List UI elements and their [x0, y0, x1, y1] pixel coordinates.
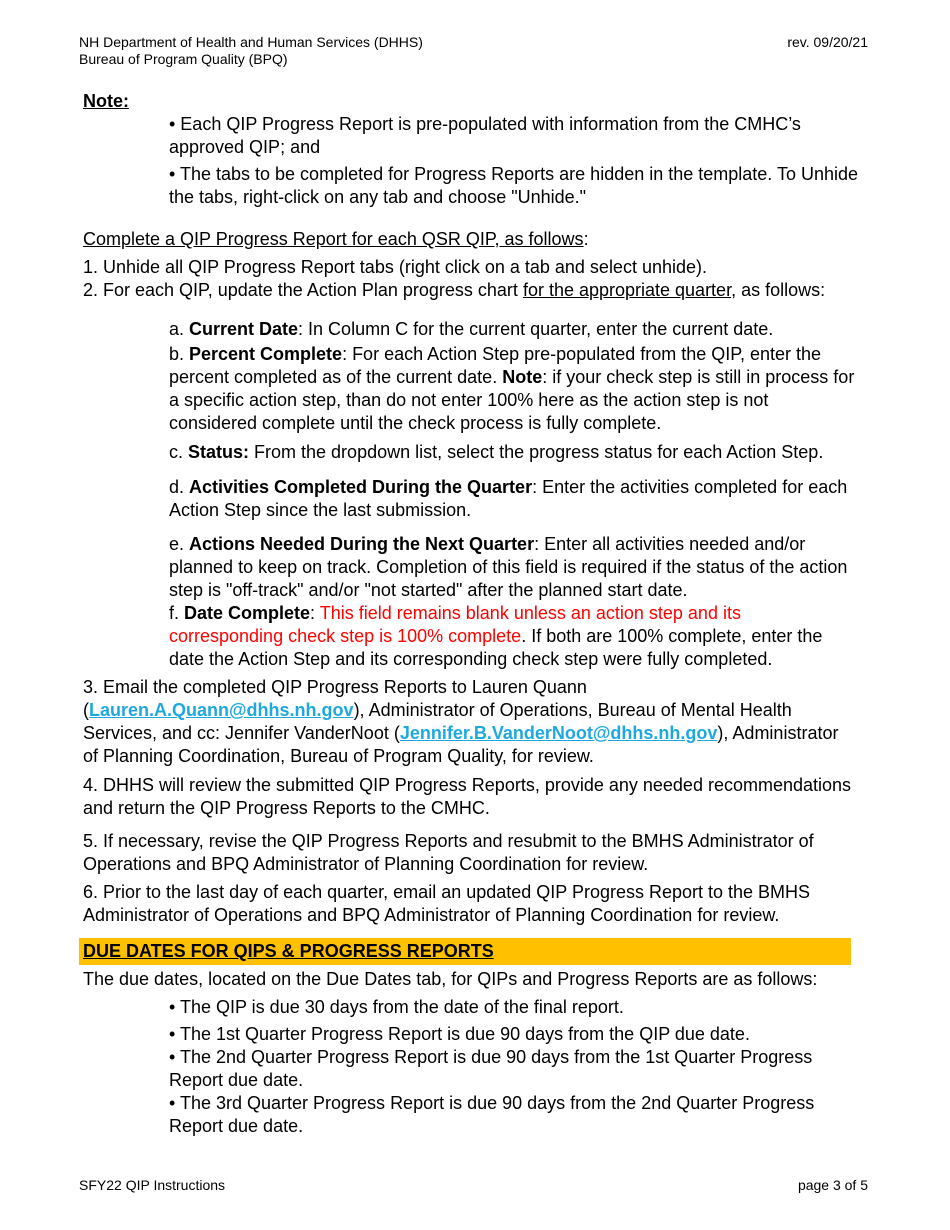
step-3-text3: ), Administrator of Planning Coordination, Bureau of Program Quality, for review.: [83, 723, 839, 766]
step-2-pre: 2. For each QIP, update the Action Plan progress chart: [83, 280, 523, 300]
footer-page-number: page 3 of 5: [797, 1177, 868, 1193]
substep-e: [169, 533, 859, 602]
substep-c-label: Status:: [188, 442, 250, 462]
substep-f-label: Date Complete: [184, 603, 311, 623]
step-5: 5. If necessary, revise the QIP Progress Reports and resubmit to the BMHS Administrator of Operations and BPQ Administrator of Planning Coordination for review.: [83, 831, 814, 874]
step-6: 6. Prior to the last day of each quarter, email an updated QIP Progress Report to the BMHS Administrator of Operations and BPQ Administrator of Planning Coordination for review.: [83, 882, 811, 925]
complete-heading-text: Complete a QIP Progress Report for each QSR QIP, as follows: [83, 229, 584, 249]
substep-b-note-label: Note: [502, 367, 543, 387]
substep-f-text: . If both are 100% complete, enter the date the Action Step and its corresponding check step were fully completed.: [169, 626, 823, 669]
email-link-jennifer[interactable]: Jennifer.B.VanderNoot@dhhs.nh.gov: [399, 723, 718, 743]
due-item: • The 2nd Quarter Progress Report is due 90 days from the 1st Quarter Progress Report due date.: [169, 1047, 813, 1090]
substep-d: [169, 476, 859, 522]
step-4: 4. DHHS will review the submitted QIP Progress Reports, provide any needed recommendations and return the QIP Progress Reports to the CMHC.: [83, 775, 852, 818]
step-1: 1. Unhide all QIP Progress Report tabs (right click on a tab and select unhide).: [83, 257, 707, 277]
substep-b-prefix: b.: [169, 344, 190, 364]
step-3-text1: 3. Email the completed QIP Progress Reports to Lauren Quann (: [83, 677, 587, 720]
step-2-underlined: for the appropriate quarter: [522, 280, 732, 300]
substep-c-text: From the dropdown list, select the progress status for each Action Step.: [249, 442, 824, 462]
substep-b-text2: : if your check step is still in process for a specific action step, than do not enter 100% here as the action step is not considered complete until the check process is fully complete.: [169, 367, 855, 433]
due-dates-heading: DUE DATES FOR QIPS & PROGRESS REPORTS: [83, 941, 494, 961]
substep-c-prefix: c.: [169, 442, 189, 462]
substep-f: [169, 602, 859, 671]
substep-e-text: : Enter all activities needed and/or planned to keep on track. Completion of this field is required if the status of the action step is "off-track" and/or "not started" after the planned start date.: [169, 534, 848, 600]
due-dates-banner: [79, 938, 851, 965]
substep-e-label: Actions Needed During the Next Quarter: [189, 534, 535, 554]
substep-f-warning: This field remains blank unless an action step and its corresponding check step is 100% complete: [169, 603, 741, 646]
substep-f-colon: :: [310, 603, 320, 623]
substep-a-prefix: a.: [169, 319, 190, 339]
header-revision: rev. 09/20/21: [787, 34, 868, 50]
complete-heading: [83, 228, 858, 251]
header-bureau: Bureau of Program Quality (BPQ): [79, 51, 288, 67]
substep-f-prefix: f.: [169, 603, 185, 623]
substep-d-label: Activities Completed During the Quarter: [189, 477, 533, 497]
substep-a-text: : In Column C for the current quarter, enter the current date.: [298, 319, 774, 339]
note-bullet-1: • Each QIP Progress Report is pre-populated with information from the CMHC’s approved QIP; and: [169, 114, 801, 157]
substep-c: [169, 441, 859, 473]
substep-d-prefix: d.: [169, 477, 190, 497]
due-dates-intro: The due dates, located on the Due Dates tab, for QIPs and Progress Reports are as follows:: [83, 969, 818, 989]
substep-b-text1: : For each Action Step pre-populated from the QIP, enter the percent completed as of the current date.: [169, 344, 822, 387]
complete-heading-colon: :: [583, 229, 589, 249]
step-2: [83, 279, 858, 314]
substep-a: [169, 318, 859, 341]
page-header: [79, 34, 423, 68]
step-3: [83, 676, 858, 768]
footer-doc-title: SFY22 QIP Instructions: [79, 1177, 226, 1193]
substep-a-label: Current Date: [189, 319, 299, 339]
step-3-text2: ), Administrator of Operations, Bureau of Mental Health Services, and cc: Jennifer VanderNoot (: [83, 700, 792, 743]
substep-b-label: Percent Complete: [189, 344, 343, 364]
note-heading: Note:: [83, 91, 129, 111]
due-item: • The QIP is due 30 days from the date of the final report.: [169, 997, 624, 1017]
email-link-lauren[interactable]: Lauren.A.Quann@dhhs.nh.gov: [89, 700, 354, 720]
due-item: • The 1st Quarter Progress Report is due 90 days from the QIP due date.: [169, 1024, 750, 1044]
substep-b: [169, 343, 859, 435]
note-bullet-2: • The tabs to be completed for Progress Reports are hidden in the template. To Unhide the tabs, right-click on any tab and choose "Unhide.": [169, 164, 859, 207]
due-item: • The 3rd Quarter Progress Report is due 90 days from the 2nd Quarter Progress Report due date.: [169, 1093, 815, 1136]
header-dept: NH Department of Health and Human Services (DHHS): [79, 34, 423, 50]
step-2-post: , as follows:: [731, 280, 826, 300]
substep-e-prefix: e.: [169, 534, 190, 554]
substep-d-text: : Enter the activities completed for each Action Step since the last submission.: [169, 477, 848, 520]
